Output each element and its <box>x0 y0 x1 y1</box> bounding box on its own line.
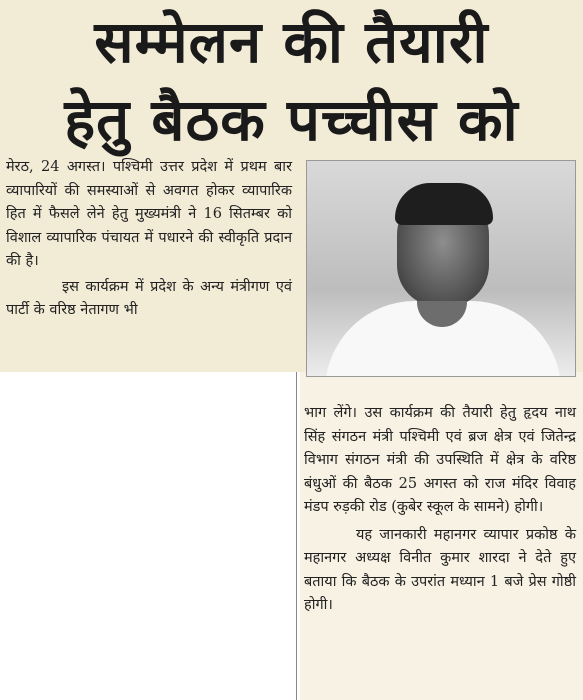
article-paragraph-1: मेरठ, 24 अगस्त। पश्चिमी उत्तर प्रदेश में प्रथम बार व्यापारियों की समस्याओं से अवगत होकर व्यापारिक हित में फैसले लेने हेतु मुख्यमंत्री ने 16 सितम्बर को विशाल व्यापारिक पंचायत में पधारने की स्वीकृति प्रदान की है। <box>6 159 292 269</box>
article-paragraph-2: इस कार्यक्रम में प्रदेश के अन्य मंत्रीगण एवं पार्टी के वरिष्ठ नेतागण भी <box>6 278 292 318</box>
headline-line-1: सम्मेलन की तैयारी <box>94 8 489 76</box>
article-paragraph-4: यह जानकारी महानगर व्यापार प्रकोष्ठ के महानगर अध्यक्ष विनीत कुमार शारदा ने देते हुए बताया कि बैठक के उपरांत मध्यान 1 बजे प्रेस गोष्ठी होगी। <box>304 526 576 613</box>
portrait-photo <box>306 160 576 377</box>
article-right-column <box>304 402 576 618</box>
article-left-column <box>6 156 292 323</box>
column-divider <box>296 372 297 700</box>
article-paragraph-3: भाग लेंगे। उस कार्यक्रम की तैयारी हेतु हृदय नाथ सिंह संगठन मंत्री पश्चिमी एवं ब्रज क्षेत्र एवं जितेन्द्र विभाग संगठन मंत्री की उपस्थिति में क्षेत्र के वरिष्ठ बंधुओं की बैठक 25 अगस्त को राज मंदिर विवाह मंडप रुड़की रोड (कुबेर स्कूल के सामने) होगी। <box>304 405 576 515</box>
headline-line-2: हेतु बैठक पच्चीस को <box>64 86 519 154</box>
photo-hair <box>395 183 493 225</box>
